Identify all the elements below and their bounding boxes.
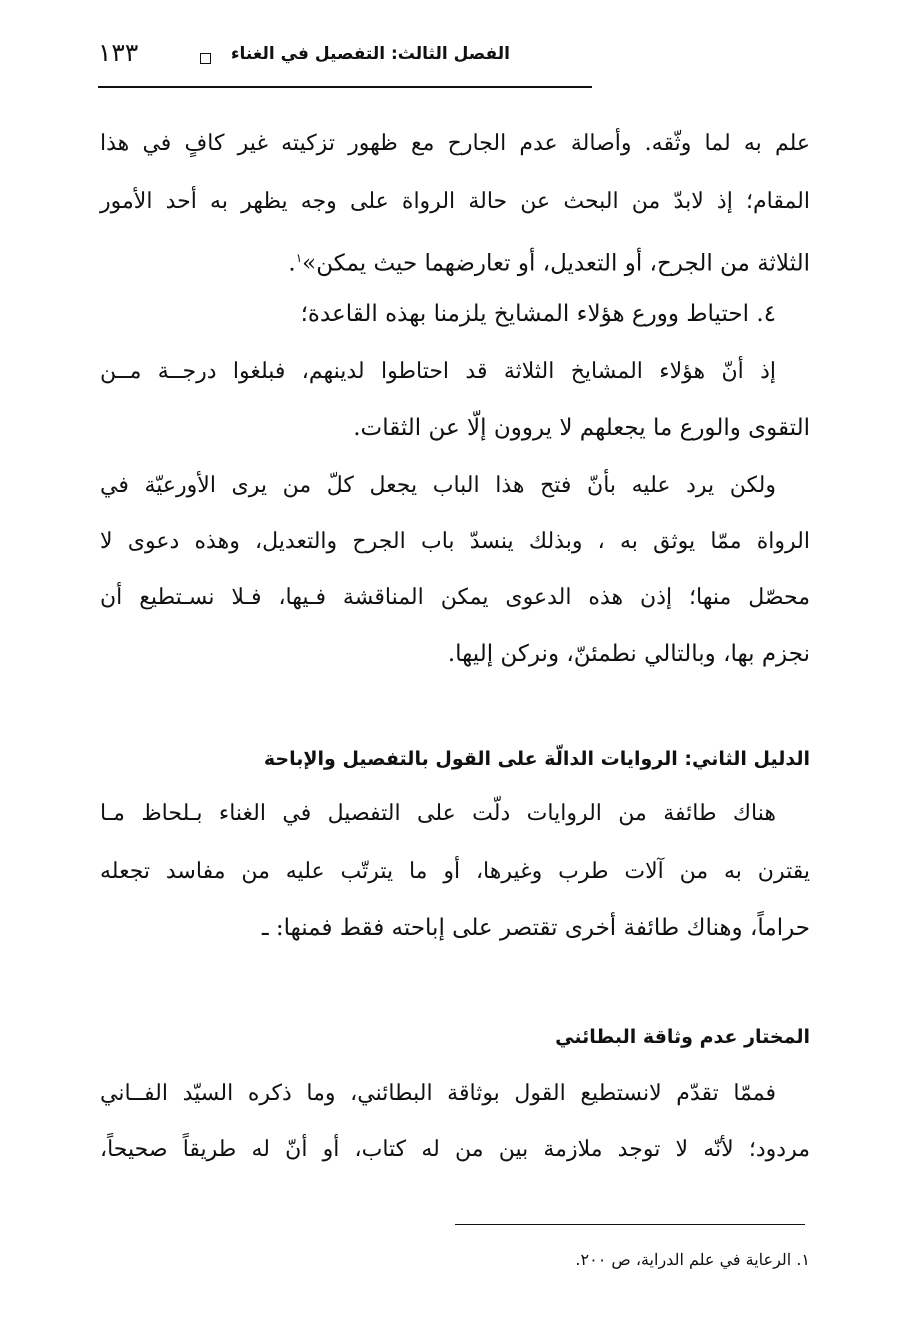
body-line: نجزم بها، وبالتالي نطمئنّ، ونركن إليها. [447,641,810,667]
page-number: ١٣٣ [98,38,139,67]
footnote-divider [455,1224,805,1225]
body-line: محصّل منها؛ إذن هذه الدعوى يمكن المناقشة فـيها، فـلا نسـتطيع أن [100,585,810,610]
section-heading: المختار عدم وثاقة البطائني [555,1026,810,1048]
square-ornament-icon [200,53,211,64]
body-line: إذ أنّ هؤلاء المشايخ الثلاثة قد احتاطوا لدينهم، فبلغوا درجــة مــن [100,359,776,384]
body-line: ولكن يرد عليه بأنّ فتح هذا الباب يجعل كلّ من يرى الأورعيّة في [100,473,776,498]
body-line: التقوى والورع ما يجعلهم لا يروون إلّا عن الثقات. [353,415,810,441]
footnote: ١. الرعاية في علم الدراية، ص ٢٠٠. [575,1250,810,1269]
section-heading: الدليل الثاني: الروايات الدالّة على القول بالتفصيل والإباحة [263,748,810,770]
body-line: الرواة ممّا يوثق به ، وبذلك ينسدّ باب الجرح والتعديل، وهذه دعوى لا [100,529,810,554]
body-line: فممّا تقدّم لانستطيع القول بوثاقة البطائني، وما ذكره السيّد الفــاني [100,1081,776,1106]
body-line: ٤. احتياط وورع هؤلاء المشايخ يلزمنا بهذه القاعدة؛ [300,301,776,327]
footnote-marker: ١ [295,251,303,265]
body-line: يقترن به من آلات طرب وغيرها، أو ما يترتّب عليه من مفاسد تجعله [100,859,810,884]
body-line-text: الثلاثة من الجرح، أو التعديل، أو تعارضهما حيث يمكن» [302,250,810,277]
body-line: هناك طائفة من الروايات دلّت على التفصيل في الغناء بـلحاظ مـا [100,801,776,826]
chapter-title: الفصل الثالث: التفصيل في الغناء [230,44,510,64]
body-line-with-footnote: الثلاثة من الجرح، أو التعديل، أو تعارضهما حيث يمكن»$^١$. [288,250,810,277]
body-line: المقام؛ إذ لابدّ من البحث عن حالة الرواة على وجه يظهر به أحد الأمور [100,189,810,214]
body-line: مردود؛ لأنّه لا توجد ملازمة بين من له كتاب، أو أنّ له طريقاً صحيحاً، [100,1137,810,1162]
running-header [98,38,592,88]
body-line: حراماً، وهناك طائفة أخرى تقتصر على إباحته فقط فمنها: ـ [261,915,810,941]
body-line: علم به لما وثّقه. وأصالة عدم الجارح مع ظهور تزكيته غير كافٍ في هذا [100,131,810,156]
